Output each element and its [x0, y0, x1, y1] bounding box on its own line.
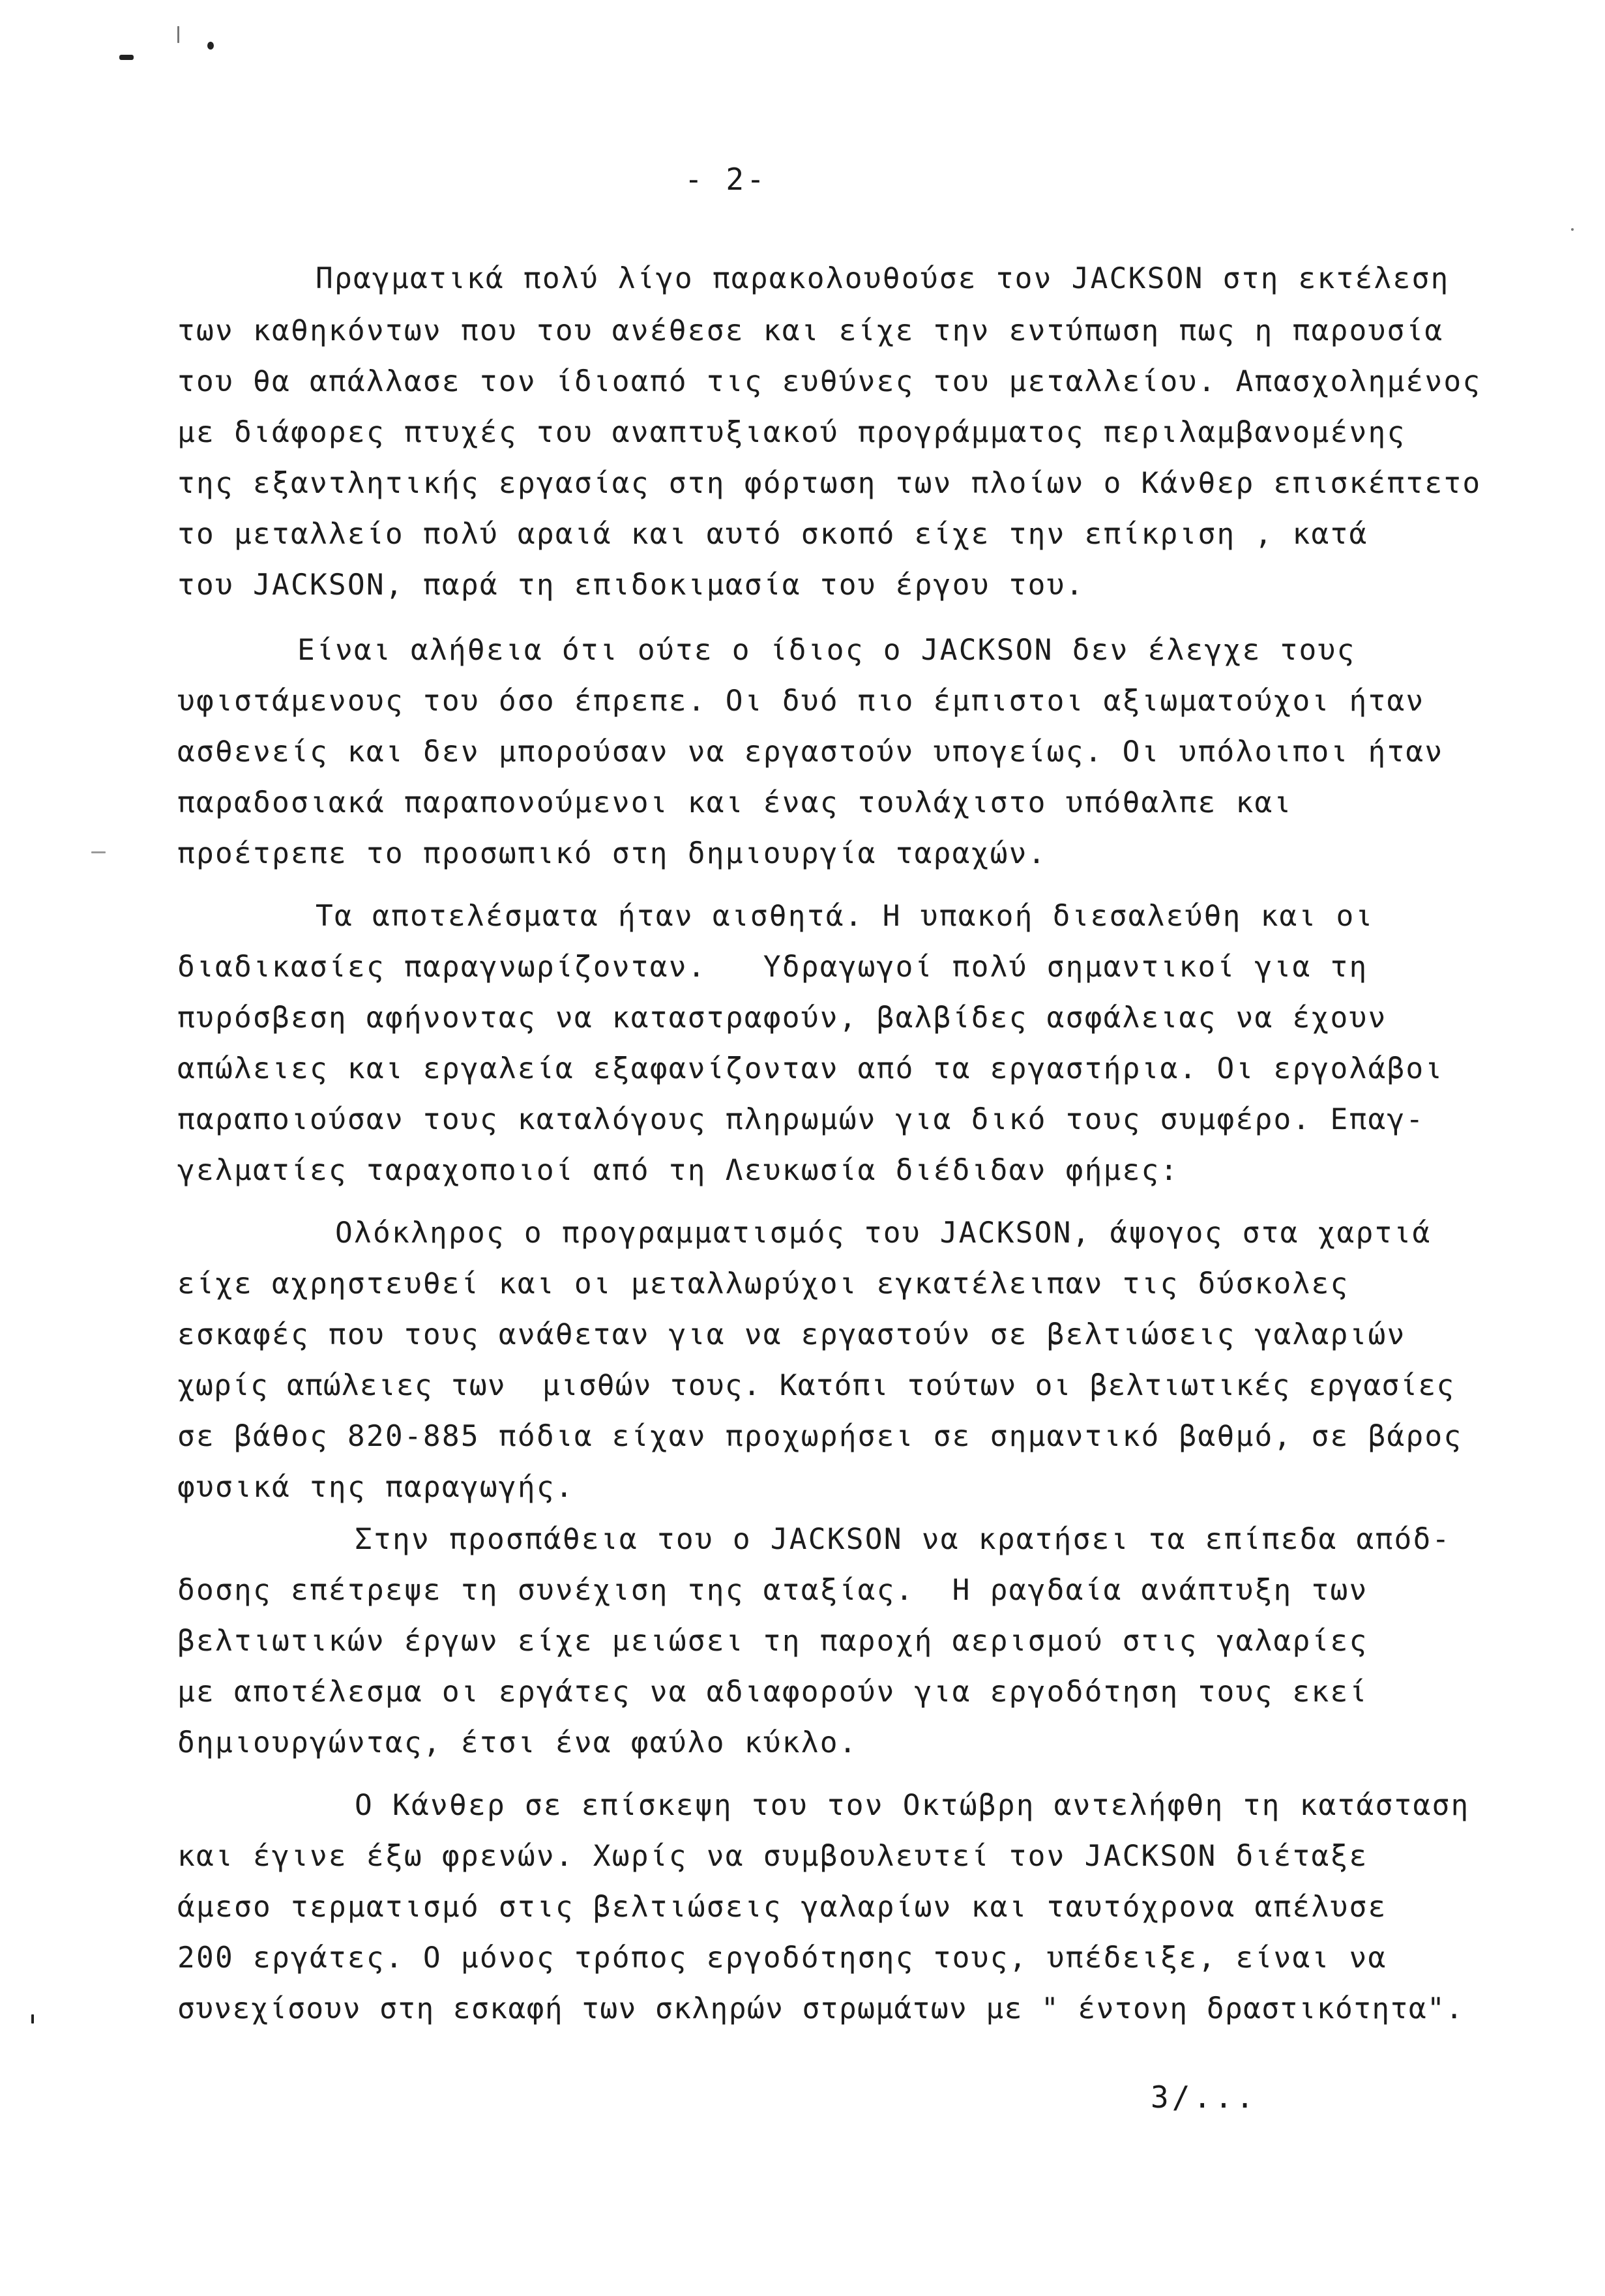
text-line: παραποιούσαν τους καταλόγους πληρωμών για δικό τους συμφέρο. Επαγ-	[177, 1103, 1425, 1136]
text-line: προέτρεπε το προσωπικό στη δημιουργία ταραχών.	[177, 837, 1047, 870]
text-line: ασθενείς και δεν μπορούσαν να εργαστούν υπογείως. Οι υπόλοιποι ήταν	[177, 735, 1444, 769]
text-line: 200 εργάτες. Ο μόνος τρόπος εργοδότησης τους, υπέδειξε, είναι να	[177, 1941, 1387, 1975]
text-line: με αποτέλεσμα οι εργάτες να αδιαφορούν για εργοδότηση τους εκεί	[177, 1675, 1368, 1709]
text-line: παραδοσιακά παραπονούμενοι και ένας τουλάχιστο υπόθαλπε και	[177, 786, 1293, 819]
text-line: διαδικασίες παραγνωρίζονταν. Υδραγωγοί πολύ σημαντικοί για τη	[177, 950, 1368, 984]
text-line: δοσης επέτρεψε τη συνέχιση της αταξίας. Η ραγδαία ανάπτυξη των	[177, 1574, 1368, 1607]
scan-speck	[119, 55, 134, 60]
text-line: είχε αχρηστευθεί και οι μεταλλωρύχοι εγκατέλειπαν τις δύσκολες	[177, 1267, 1349, 1301]
page-number: - 2-	[685, 162, 767, 197]
text-line: το μεταλλείο πολύ αραιά και αυτό σκοπό είχε την επίκριση , κατά	[177, 518, 1368, 551]
text-line: Πραγματικά πολύ λίγο παρακολουθούσε τον JACKSON στη εκτέλεση	[316, 262, 1450, 295]
text-line: Είναι αλήθεια ότι ούτε ο ίδιος ο JACKSON δεν έλεγχε τους	[297, 634, 1356, 667]
text-line: άμεσο τερματισμό στις βελτιώσεις γαλαρίων και ταυτόχρονα απέλυσε	[177, 1891, 1387, 1924]
text-line: και έγινε έξω φρενών. Χωρίς να συμβουλευτεί τον JACKSON διέταξε	[177, 1840, 1368, 1873]
text-line: υφιστάμενους του όσο έπρεπε. Οι δυό πιο έμπιστοι αξιωματούχοι ήταν	[177, 684, 1425, 718]
text-line: σε βάθος 820-885 πόδια είχαν προχωρήσει σε σημαντικό βαθμό, σε βάρος	[177, 1420, 1463, 1453]
text-line: πυρόσβεση αφήνοντας να καταστραφούν, βαλβίδες ασφάλειας να έχουν	[177, 1001, 1387, 1035]
continuation-marker: 3/...	[1151, 2080, 1258, 2115]
text-line: Τα αποτελέσματα ήταν αισθητά. Η υπακοή διεσαλεύθη και οι	[316, 900, 1374, 933]
text-line: του θα απάλλασε τον ίδιοαπό τις ευθύνες του μεταλλείου. Απασχολημένος	[177, 365, 1482, 398]
text-line: Ο Κάνθερ σε επίσκεψη του τον Οκτώβρη αντελήφθη τη κατάσταση	[355, 1789, 1470, 1822]
text-line: απώλειες και εργαλεία εξαφανίζονταν από τα εργαστήρια. Οι εργολάβοι	[177, 1052, 1444, 1085]
text-line: της εξαντλητικής εργασίας στη φόρτωση των πλοίων ο Κάνθερ επισκέπτετο	[177, 467, 1482, 500]
scan-speck	[31, 2014, 34, 2024]
text-line: Στην προσπάθεια του ο JACKSON να κρατήσει τα επίπεδα απόδ-	[355, 1523, 1451, 1556]
scan-speck	[207, 42, 214, 50]
text-line: βελτιωτικών έργων είχε μειώσει τη παροχή αερισμού στις γαλαρίες	[177, 1625, 1368, 1658]
text-line: εσκαφές που τους ανάθεταν για να εργαστούν σε βελτιώσεις γαλαριών	[177, 1318, 1406, 1351]
text-line: συνεχίσουν στη εσκαφή των σκληρών στρωμάτων με " έντονη δραστικότητα".	[177, 1992, 1464, 2025]
scan-speck	[177, 26, 179, 43]
scan-speck	[1571, 228, 1574, 231]
text-line: δημιουργώντας, έτσι ένα φαύλο κύκλο.	[177, 1726, 858, 1759]
text-line: γελματίες ταραχοποιοί από τη Λευκωσία διέδιδαν φήμες:	[177, 1154, 1179, 1187]
scan-speck	[91, 851, 106, 853]
text-line: χωρίς απώλειες των μισθών τους. Κατόπι τούτων οι βελτιωτικές εργασίες	[177, 1369, 1455, 1402]
text-line: φυσικά της παραγωγής.	[177, 1471, 574, 1504]
text-line: του JACKSON, παρά τη επιδοκιμασία του έργου του.	[177, 568, 1085, 602]
text-line: με διάφορες πτυχές του αναπτυξιακού προγράμματος περιλαμβανομένης	[177, 416, 1406, 449]
text-line: Ολόκληρος ο προγραμματισμός του JACKSON, άψογος στα χαρτιά	[335, 1216, 1432, 1250]
text-line: των καθηκόντων που του ανέθεσε και είχε την εντύπωση πως η παρουσία	[177, 314, 1444, 347]
